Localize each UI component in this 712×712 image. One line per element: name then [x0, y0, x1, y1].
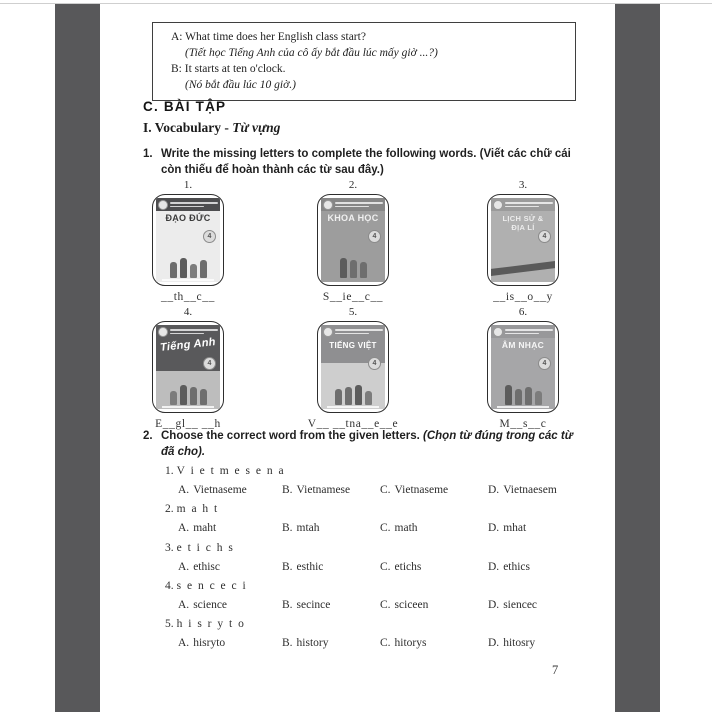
question-options: [143, 596, 593, 615]
cover-title: ĐẠO ĐỨC: [165, 213, 211, 223]
exercise1-instruction: [143, 147, 575, 178]
grade-badge: 4: [368, 357, 381, 370]
grade-badge: 4: [203, 230, 216, 243]
cover-title: TIẾNG VIỆT: [329, 341, 377, 350]
book-cover-lich-su-dia-li: [487, 194, 559, 286]
book-cover-tieng-viet: [317, 321, 389, 413]
cover-series-band: [321, 198, 385, 211]
question-scramble: 3. e t i c h s: [165, 542, 235, 554]
exercise2-instruction: [143, 429, 575, 460]
vocab-item-number: 2.: [348, 179, 358, 191]
series-logo-icon: [158, 327, 168, 337]
vocab-item-number: 4.: [183, 306, 193, 318]
option-b: B. esthic: [282, 561, 324, 573]
dialogue-example-box: [152, 22, 576, 101]
vocab-item-number: 6.: [518, 306, 528, 318]
book-cover-khoa-hoc: [317, 194, 389, 286]
series-logo-icon: [323, 200, 333, 210]
vocab-item-5: [303, 306, 403, 430]
question-options: [143, 634, 593, 653]
option-d: D. mhat: [488, 522, 527, 534]
cover-title: ÂM NHẠC: [501, 340, 545, 350]
question-options: [143, 481, 593, 500]
exercise1-instruction-text: Write the missing letters to complete the following words. (Viết các chữ cái còn thiếu để hoàn thành các từ sau đây.): [161, 148, 571, 176]
option-c: C. hitorys: [380, 637, 427, 649]
publisher-strip: [162, 406, 214, 408]
cover-title: KHOA HỌC: [327, 213, 379, 223]
option-d: D. siencec: [488, 599, 538, 611]
publisher-text-lines: [170, 329, 218, 334]
exercise2-instruction-text: Choose the correct word from the given letters. (Chọn từ đúng trong các từ đã cho).: [161, 430, 573, 458]
series-logo-icon: [158, 200, 168, 210]
question-1: [143, 462, 593, 500]
answer-blank: S__ie__c__: [322, 291, 384, 303]
answer-blank: __is__o__y: [493, 291, 553, 303]
answer-blank: __th__c__: [161, 291, 215, 303]
book-cover-dao-duc: [152, 194, 224, 286]
option-d: D. hitosry: [488, 637, 536, 649]
subsection-title: [143, 120, 280, 136]
exercise1-number: 1.: [143, 148, 153, 160]
vocab-item-4: [138, 306, 238, 430]
option-d: D. Vietnaesem: [488, 484, 557, 496]
cover-title: Tiếng Anh: [159, 336, 217, 354]
page-top-edge: [0, 3, 712, 4]
vocab-item-number: 5.: [348, 306, 358, 318]
answer-blank: V__ __tna__e__e: [307, 418, 399, 430]
page-number: 7: [552, 663, 559, 677]
vocab-item-2: [303, 179, 403, 303]
option-c: C. etichs: [380, 561, 422, 573]
question-2: [143, 500, 593, 538]
publisher-text-lines: [170, 202, 218, 207]
vocab-item-3: [473, 179, 573, 303]
answer-blank: E__gl__ __h: [155, 418, 221, 430]
option-b: B. history: [282, 637, 329, 649]
question-5: [143, 615, 593, 653]
question-options: [143, 558, 593, 577]
option-b: B. secince: [282, 599, 331, 611]
series-logo-icon: [323, 327, 333, 337]
option-d: D. ethics: [488, 561, 531, 573]
option-a: A. ethisc: [178, 561, 221, 573]
vocab-item-number: 1.: [183, 179, 193, 191]
cover-illustration: [156, 371, 220, 405]
option-c: C. sciceen: [380, 599, 429, 611]
question-scramble: 4. s e n c e c i: [165, 580, 248, 592]
cover-title: LỊCH SỬ & ĐỊA LÍ: [502, 214, 544, 232]
publisher-text-lines: [505, 202, 553, 207]
vocab-item-1: [138, 179, 238, 303]
publisher-text-lines: [335, 202, 383, 207]
option-b: B. Vietnamese: [282, 484, 351, 496]
grade-badge: 4: [203, 357, 216, 370]
series-logo-icon: [493, 200, 503, 210]
option-a: A. Vietnaseme: [178, 484, 247, 496]
subsection-title-vi: Từ vựng: [232, 120, 281, 135]
book-cover-am-nhac: [487, 321, 559, 413]
cover-illustration: [491, 371, 555, 405]
grade-badge: 4: [538, 230, 551, 243]
publisher-strip: [327, 406, 379, 408]
answer-blank: M__s__c: [499, 418, 547, 430]
cover-illustration: [321, 371, 385, 405]
option-a: A. hisryto: [178, 637, 226, 649]
cover-illustration: [321, 244, 385, 278]
cover-series-band: [156, 198, 220, 211]
grade-badge: 4: [368, 230, 381, 243]
section-header: C. BÀI TẬP: [143, 99, 227, 114]
scan-backdrop-right: [615, 4, 660, 712]
dialogue-line-a-translation: (Tiết học Tiếng Anh của cô ấy bắt đầu lúc mấy giờ ...?): [185, 47, 438, 59]
cover-illustration: [156, 244, 220, 278]
question-options: [143, 519, 593, 538]
publisher-strip: [162, 279, 214, 281]
option-a: A. maht: [178, 522, 217, 534]
question-scramble: 1. V i e t m e s e n a: [165, 465, 286, 477]
question-scramble: 5. h i s r y t o: [165, 618, 246, 630]
option-b: B. mtah: [282, 522, 320, 534]
option-c: C. Vietnaseme: [380, 484, 449, 496]
question-4: [143, 577, 593, 615]
option-a: A. science: [178, 599, 228, 611]
dialogue-line-b-translation: (Nó bắt đầu lúc 10 giờ.): [185, 79, 296, 91]
subsection-title-en: I. Vocabulary -: [143, 120, 229, 135]
scan-backdrop-left: [55, 4, 100, 712]
book-cover-tieng-anh: [152, 321, 224, 413]
publisher-text-lines: [335, 329, 383, 334]
publisher-strip: [497, 406, 549, 408]
cover-series-band: [321, 325, 385, 338]
grade-badge: 4: [538, 357, 551, 370]
series-logo-icon: [493, 327, 503, 337]
option-c: C. math: [380, 522, 418, 534]
question-scramble: 2. m a h t: [165, 503, 219, 515]
dialogue-line-a: A: What time does her English class start?: [171, 31, 366, 43]
cover-series-band: [491, 325, 555, 338]
vocab-item-number: 3.: [518, 179, 528, 191]
exercise2-number: 2.: [143, 430, 153, 442]
cover-illustration: [491, 261, 555, 277]
question-3: [143, 539, 593, 577]
vocab-item-6: [473, 306, 573, 430]
dialogue-line-b: B: It starts at ten o'clock.: [171, 63, 286, 75]
publisher-text-lines: [505, 329, 553, 334]
cover-series-band: [491, 198, 555, 211]
